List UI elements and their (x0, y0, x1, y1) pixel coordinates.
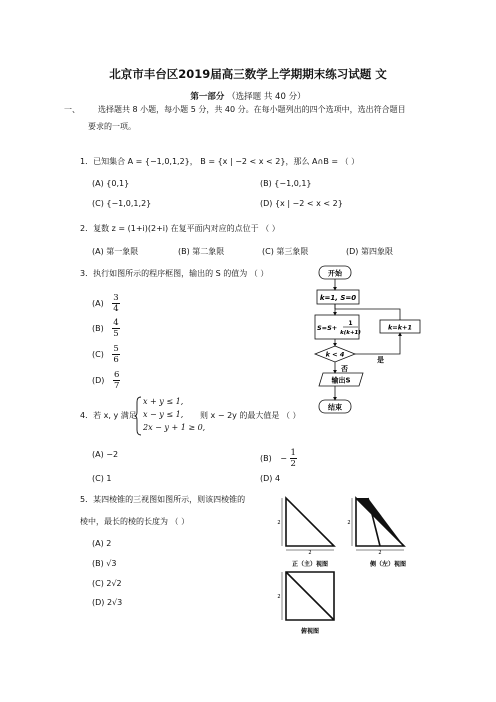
q3-stem: 3．执行如图所示的程序框图，输出的 S 的值为 （ ） (80, 269, 269, 278)
q4-constraint-2: x − y ≤ 1, (143, 410, 184, 419)
q4-constraint-1: x + y ≤ 1, (143, 397, 184, 406)
flow-assign-prefix: S=S+ (317, 324, 338, 332)
q1-option-c: (C) {−1,0,1,2} (92, 199, 152, 208)
q4-option-b-fraction: $\frac{1}{2}$ (290, 448, 296, 469)
q3-option-d (92, 370, 120, 391)
q2-option-d: (D) 第四象限 (346, 247, 393, 256)
instruction-line-2: 要求的一项。 (88, 122, 136, 131)
q1-stem: 1．已知集合 A = {−1,0,1,2}， B = {x | −2 < x < 2}，那么 A∩B = （ ） (80, 157, 360, 166)
q2-stem: 2．复数 z = (1+i)(2+i) 在复平面内对应的点位于 （ ） (80, 224, 280, 233)
top-view-diagonal (286, 572, 334, 620)
q1-option-d: (D) {x | −2 < x < 2} (260, 199, 343, 208)
q2-option-a: (A) 第一象限 (92, 247, 139, 256)
q3-option-c-fraction: $\frac{5}{6}$ (113, 344, 119, 365)
q4-option-a: (A) −2 (92, 450, 119, 459)
q3-option-b (92, 318, 120, 339)
three-views-figure (270, 490, 430, 640)
top-view-height-dim: 2 (277, 594, 281, 600)
flow-condition-text: k < 4 (325, 350, 345, 359)
q2-option-b: (B) 第二象限 (178, 247, 225, 256)
q5-stem-line-2: 棱中，最长的棱的长度为 （ ） (80, 517, 190, 526)
program-flowchart (300, 262, 430, 420)
flow-no-label: 否 (341, 365, 348, 373)
q4-stem-prefix: 4．若 x, y 满足 (80, 411, 137, 420)
q2-option-c: (C) 第三象限 (262, 247, 309, 256)
q1-option-b: (B) {−1,0,1} (260, 179, 312, 188)
q3-option-d-label: (D) (92, 376, 105, 385)
side-view-width-dim: 2 (378, 550, 382, 556)
q4-constraint-3: 2x − y + 1 ≥ 0, (143, 423, 206, 432)
q3-option-a-label: (A) (92, 299, 104, 308)
q4-stem-suffix: 则 x − 2y 的最大值是 （ ） (200, 411, 301, 420)
flow-end-text: 结束 (328, 403, 342, 412)
q3-option-b-label: (B) (92, 324, 104, 333)
section-name: 第一部分 (190, 92, 225, 102)
flow-init-text: k=1, S=0 (319, 294, 357, 302)
q5-option-a: (A) 2 (92, 539, 112, 548)
flow-increment-text: k=k+1 (387, 323, 413, 332)
flow-start-text: 开始 (328, 269, 342, 278)
q4-option-b-sign: − (280, 454, 287, 463)
q5-option-d: (D) 2√3 (92, 598, 123, 607)
instruction-line-1: 选择题共 8 小题，每小题 5 分，共 40 分。在每小题列出的四个选项中，选出符合题目 (98, 105, 406, 114)
section-header (0, 90, 496, 102)
q4-option-c: (C) 1 (92, 474, 112, 483)
front-view-width-dim: 2 (308, 550, 312, 556)
q4-option-d: (D) 4 (260, 474, 281, 483)
side-view-height-dim: 2 (347, 520, 351, 526)
q3-option-a-fraction: $\frac{3}{4}$ (113, 293, 119, 314)
q3-option-c-label: (C) (92, 350, 104, 359)
side-view-label: 侧（左）视图 (369, 561, 407, 568)
front-view-height-dim: 2 (277, 520, 281, 526)
q3-option-b-fraction: $\frac{4}{5}$ (113, 318, 119, 339)
flow-yes-label: 是 (377, 356, 384, 364)
side-view-shaded-edge (356, 498, 404, 546)
top-view-label: 俯视图 (300, 628, 320, 635)
q4-option-b (260, 448, 297, 469)
instruction-number: 一、 (64, 105, 80, 114)
q5-option-b: (B) √3 (92, 559, 117, 568)
front-view-label: 正（主）视图 (291, 561, 329, 568)
page-title: 北京市丰台区2019届高三数学上学期期末练习试题 文 (109, 67, 387, 81)
q4-option-b-label: (B) (260, 454, 272, 463)
q1-option-a: (A) {0,1} (92, 179, 130, 188)
flow-output-text: 输出S (331, 376, 351, 385)
q3-option-a (92, 293, 120, 314)
flow-assign-denominator: k(k+1) (340, 330, 361, 336)
front-view-outline (286, 498, 334, 546)
q5-stem-line-1: 5．某四棱锥的三视图如图所示，则该四棱锥的 (80, 495, 246, 504)
section-note: （选择题 共 40 分） (227, 92, 306, 102)
q4-system-brace (134, 396, 142, 436)
flow-assign-numerator: 1 (348, 320, 353, 327)
q5-option-c: (C) 2√2 (92, 579, 122, 588)
q3-option-d-fraction: $\frac{6}{7}$ (113, 370, 120, 391)
q3-option-c (92, 344, 120, 365)
